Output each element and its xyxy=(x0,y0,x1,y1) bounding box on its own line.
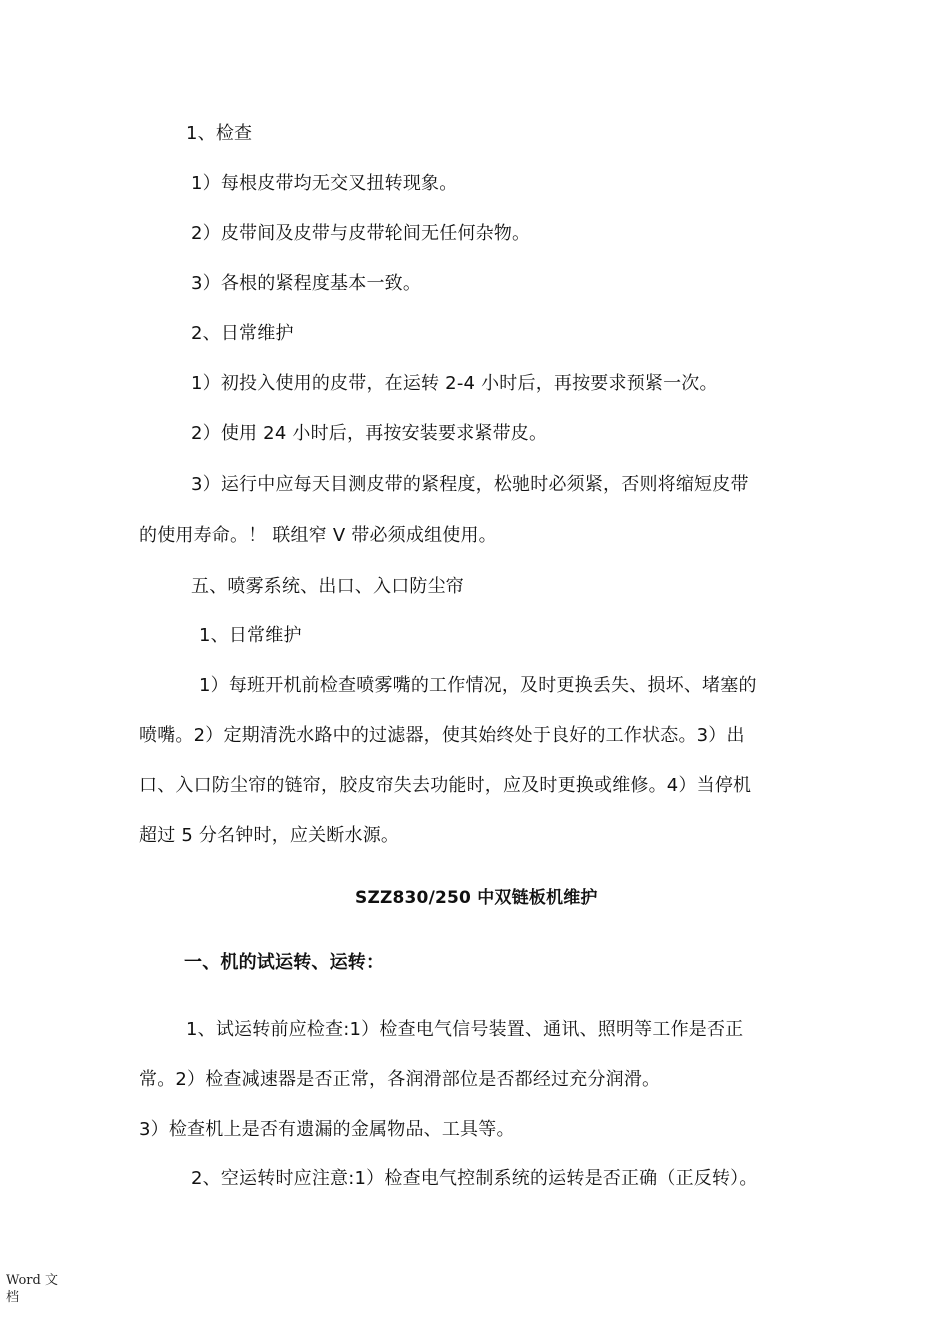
text-line: 1）每根皮带均无交叉扭转现象。 xyxy=(191,173,458,194)
section-heading: 五、喷雾系统、出口、入口防尘帘 xyxy=(191,576,464,597)
text-line: 超过 5 分名钟时，应关断水源。 xyxy=(139,825,400,846)
text-line: 3）运行中应每天目测皮带的紧程度，松驰时必须紧，否则将缩短皮带 xyxy=(191,474,749,495)
text-line: 2、空运转时应注意:1）检查电气控制系统的运转是否正确（正反转）。 xyxy=(191,1168,758,1189)
text-line: 喷嘴。2）定期清洗水路中的过滤器，使其始终处于良好的工作状态。3）出 xyxy=(139,725,745,746)
text-line: 的使用寿命。！ 联组窄 V 带必须成组使用。 xyxy=(139,525,497,546)
text-line: 2）皮带间及皮带与皮带轮间无任何杂物。 xyxy=(191,223,531,244)
footer-label: Word 文档 xyxy=(6,1273,58,1305)
text-line: 2、日常维护 xyxy=(191,323,294,344)
text-line: 1）初投入使用的皮带，在运转 2-4 小时后，再按要求预紧一次。 xyxy=(191,373,718,394)
text-line: 1、日常维护 xyxy=(199,625,302,646)
text-line: 常。2）检查减速器是否正常，各润滑部位是否都经过充分润滑。 xyxy=(139,1069,661,1090)
section-title: SZZ830/250 中双链板机维护 xyxy=(355,888,598,908)
text-line: 2）使用 24 小时后，再按安装要求紧带皮。 xyxy=(191,423,548,444)
text-line: 1、试运转前应检查:1）检查电气信号装置、通讯、照明等工作是否正 xyxy=(186,1019,744,1040)
section-heading: 一、机的试运转、运转： xyxy=(184,952,385,973)
text-line: 1、检查 xyxy=(186,123,253,144)
text-line: 口、入口防尘帘的链帘，胶皮帘失去功能时，应及时更换或维修。4）当停机 xyxy=(139,775,752,796)
text-line: 1）每班开机前检查喷雾嘴的工作情况，及时更换丢失、损坏、堵塞的 xyxy=(199,675,757,696)
text-line: 3）各根的紧程度基本一致。 xyxy=(191,273,422,294)
text-line: 3）检查机上是否有遗漏的金属物品、工具等。 xyxy=(139,1119,515,1140)
